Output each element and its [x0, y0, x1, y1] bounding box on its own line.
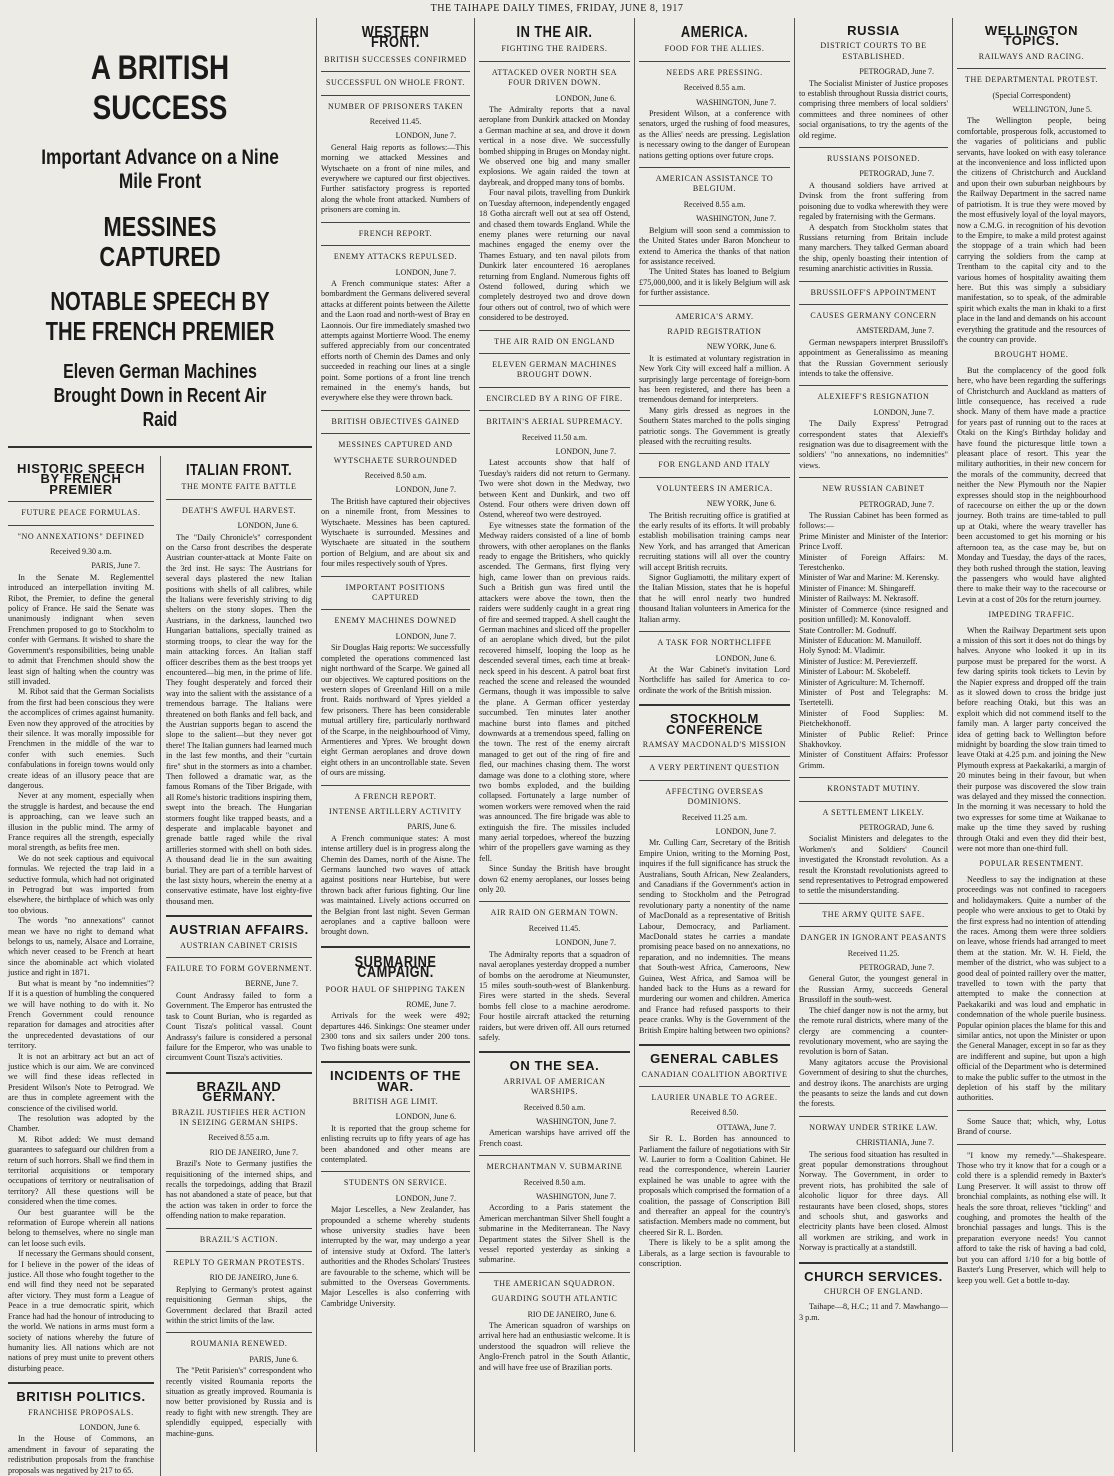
subheading: FOOD FOR THE ALLIES.: [664, 44, 765, 54]
divider: [799, 801, 948, 802]
received-time: Received 8.55 a.m.: [683, 83, 746, 93]
subheading: FAILURE TO FORM GOVERNMENT.: [166, 964, 312, 974]
dateline: LONDON, June 6.: [79, 1422, 140, 1432]
headline-british-success: A BRITISH SUCCESS: [90, 49, 230, 127]
received-time: Received 11.50 a.m.: [521, 432, 588, 442]
dateline: CHRISTIANIA, June 7.: [856, 1138, 934, 1148]
subheading: FRENCH REPORT.: [358, 228, 433, 238]
divider: [799, 1116, 948, 1117]
received-time: Received 8.55 a.m.: [683, 199, 746, 209]
list-item: Minister of Finance: M. Shingareff.: [799, 583, 916, 593]
subheading: DEATH'S AWFUL HARVEST.: [181, 505, 297, 515]
in-the-air-column: [474, 18, 634, 1452]
subheading: BRITAIN'S AERIAL SUPREMACY.: [486, 417, 623, 427]
paragraph: But what is meant by "no indemnities"? If it is a question of humbling the conquered we will have nothing to do with it. No French Government could renounce reparation for damages and atrocities after the unprecedented devastations of our territory.: [8, 978, 154, 1051]
subheading: AIR RAID ON GERMAN TOWN.: [490, 908, 619, 918]
divider: [166, 1072, 312, 1074]
paragraph: President Wilson, at a conference with senators, urged the rushing of food measures, as the Allies' needs are pressing. Legislation is necessary owing to the danger of European nations getting options over future crops.: [639, 109, 790, 160]
list-item: Minister of Agriculture: M. Tchernoff.: [799, 677, 925, 687]
paragraph: The words "no annexations" cannot mean we have no right to demand what belongs to us, namely, Alsace and Lorraine, which never ceased to be French at heart since the abominable act which violated justice and right in 1871.: [8, 916, 154, 978]
dateline: RIO DE JANEIRO, June 6.: [527, 1309, 616, 1319]
received-time: Received 11.45.: [528, 923, 581, 933]
paragraph: The "Petit Parisien's" correspondent who recently visited Roumania reports the situation as greatly improved. Roumania is now better provisioned by Russia and is ready to fight with new strength. They are splendidly equipped, especially with machine-guns.: [166, 1366, 312, 1438]
subheading: AMERICA'S ARMY.: [675, 311, 754, 321]
dateline: LONDON, June 7.: [555, 447, 616, 456]
paragraph: General Haig reports as follows:—This morning we attacked Messines and Wytschaete on a front of nine miles, and everywhere we captured our first objectives. Further satisfactory progress is reported along the whole front attacked. Numbers of prisoners are coming in.: [321, 142, 470, 215]
list-item: Minister of Foreign Affairs: M. Terestchenko.: [799, 552, 948, 573]
subheading: MERCHANTMAN V. SUBMARINE: [486, 1162, 623, 1172]
subheading: MESSINES CAPTURED AND: [338, 440, 453, 450]
divider: [321, 1061, 470, 1063]
subheading: BRITISH OBJECTIVES GAINED: [331, 416, 460, 426]
subheading: THE DEPARTMENTAL PROTEST.: [965, 75, 1098, 85]
divider: [957, 1110, 1106, 1111]
subheading: BRAZIL JUSTIFIES HER ACTION IN SEIZING GERMAN SHIPS.: [172, 1107, 306, 1127]
article-heading: WESTERN FRONT.: [361, 24, 430, 52]
subheading: THE AIR RAID ON ENGLAND: [494, 336, 615, 346]
received-time: Received 11.25.: [847, 948, 900, 958]
paragraph: The Russian Cabinet has been formed as follows:—: [799, 511, 948, 531]
paragraph: A French communique states: After a bombardment the Germans delivered several attacks at different points between the Ailette and the Laon road and north-west of Bray en Laonnois. Our fire immediately smashed two attempts against Mortierre Wood. The enemy suffered appreciably from our concentrated efforts north of Chemin des Dames and only succeeded in reaching our lines at a single point. Some portions of a front line trench remained in the enemy's hands, but everywhere else they were thrown back.: [321, 278, 470, 403]
paragraph: The United States has loaned to Belgium £75,000,000, and it is likely Belgium will ask for further assistance.: [639, 267, 790, 298]
subheading: NEW RUSSIAN CABINET: [822, 484, 925, 494]
subheading: NEEDS ARE PRESSING.: [666, 67, 763, 77]
paragraph: The American squadron of warships on arrival here had an enthusiastic welcome. It is understood the squadron will relieve the Anglo-French patrol in the South Atlantic, and will have free use of Brazilian ports.: [479, 1321, 630, 1372]
paragraph: Our best guarantee will be the reformation of Europe wherein all nations belong to themselves, where no single man can let loose such evils.: [8, 1207, 154, 1248]
dateline: PARIS, June 6.: [407, 822, 456, 832]
subheading: ARRIVAL OF AMERICAN WARSHIPS.: [503, 1076, 606, 1097]
dateline: LONDON, June 6.: [715, 653, 776, 663]
dateline: ROME, June 7.: [406, 1000, 456, 1010]
paragraph: German newspapers interpret Brussiloff's appointment as Generalissimo as meaning that the Russian Government seriously intends to take the offensive.: [799, 337, 948, 378]
divider: [8, 1382, 154, 1384]
dateline: LONDON, June 7.: [395, 1193, 456, 1203]
paragraph: A thousand soldiers have arrived at Dvinsk from the front suffering from poisoning due to vodka wherewith they were regaled by fraternising with the Germans.: [799, 180, 948, 222]
divider: [639, 756, 790, 757]
paragraph: The British recruiting office is gratified at the early results of its efforts. It will probably establish mobilisation training camps near New York, and has arranged that American recruiting stations will all over the country will accept British recruits.: [639, 510, 790, 572]
article-heading: SUBMARINE CAMPAIGN.: [354, 953, 437, 982]
dateline: PARIS, June 7.: [91, 561, 140, 571]
article-heading: BRITISH POLITICS.: [16, 1389, 146, 1405]
divider: [799, 147, 948, 148]
list-item: Minister of Post and Telegraphs: M. Tsertetelli.: [799, 687, 948, 708]
dateline: WASHINGTON, June 7.: [696, 97, 776, 107]
paragraph: The serious food situation has resulted in great popular demonstrations throughout Norway. The Government, in order to prevent riots, has prohibited the sale of alcoholic liquor for three days. All restaurants have been closed, shops, stores and schools shut, and gasworks and electricity plants have been closed. Almost all workmen are striking, and work in Norway is practically at a standstill.: [799, 1149, 948, 1253]
dateline: AMSTERDAM, June 7.: [856, 326, 934, 336]
divider: [8, 525, 154, 526]
subheading: BRITISH SUCCESSES CONFIRMED: [324, 54, 467, 64]
dateline: LONDON, June 7.: [873, 407, 934, 417]
subheading: NUMBER OF PRISONERS TAKEN: [328, 101, 463, 111]
subheading: A SETTLEMENT LIKELY.: [822, 807, 925, 817]
paragraph: M. Ribot said that the German Socialists from the first had been conscious they were the accomplices of crimes against humanity. Even now they approved of the atrocities by their silence. It was morally impossible for Frenchmen in the middle of the war to confer with such enemies. Such confabulations in foreign towns would only create ideas of an illusory peace that are dangerous.: [8, 687, 154, 790]
dateline: BERNE, June 7.: [245, 979, 298, 989]
subheading: A VERY PERTINENT QUESTION: [649, 763, 780, 773]
subheading: FIGHTING THE RAIDERS.: [501, 44, 608, 54]
divider: [166, 915, 312, 917]
list-item: State Controller: M. Godnuff.: [799, 625, 897, 635]
subheading: ENEMY MACHINES DOWNED: [334, 616, 457, 626]
divider: [799, 477, 948, 478]
divider: [321, 609, 470, 610]
divider: [799, 903, 948, 904]
byline: (Special Correspondent): [992, 90, 1071, 100]
subheading: ALEXIEFF'S RESIGNATION: [817, 392, 930, 402]
divider: [799, 385, 948, 386]
subheading: AMERICAN ASSISTANCE TO BELGIUM.: [655, 174, 774, 194]
paragraph: Many agitators accuse the Provisional Government of desiring to shut the churches, and destroy ikons. The anarchists are urging the peasants to seize the lands and cut down the forests.: [799, 1057, 948, 1109]
subheading: DANGER IN IGNORANT PEASANTS: [800, 933, 947, 943]
list-item: Minister of Food Supplies: M. Pietchekhonoff.: [799, 708, 948, 729]
dateline: LONDON, June 6.: [395, 1112, 456, 1122]
subheading: "NO ANNEXATIONS" DEFINED: [17, 531, 145, 541]
subheading: REPLY TO GERMAN PROTESTS.: [173, 1258, 305, 1267]
divider: [799, 777, 948, 778]
subheading: FUTURE PEACE FORMULAS.: [21, 508, 141, 518]
paragraph: But the complacency of the good folk here, who have been regarding the sufferings of Christchurch and Auckland as matters of little consequence, has received a rude shock. Many of them have made a practice for years past of running out to the races at Otaki on the King's Birthday holiday and have found the picturesque little town a pleasant place of resort. This year the military authorities, in their new concern for the morals of the community, decreed that neither the New Plymouth nor the Napier expresses should stop in the neighbourhood of racecourse on either the up or the down journey. Both trains are time-tabled to pull up at Otaki, where the weary traveller has been accustomed to get his morning or his afternoon tea, as the case may be, but on Monday and Tuesday, the days of the races, they both rushed through the station, leaving the passengers who would have alighted there to make their way to the racecourse or Levin at a cost of 20s for the return journey.: [957, 365, 1106, 604]
dateline: PETROGRAD, June 7.: [859, 963, 934, 973]
paragraph: Sir Douglas Haig reports: We successfully completed the operations commenced last night northward of the Scarpe. We gained all our objectives. We captured positions on the western slopes of Greenland Hill on a mile front. Raids northward of Ypres yielded a few prisoners. There has been considerable mutual artillery fire, particularly northward of the Scarpe, in the neighbourhood of Vimy, Armentieres and Ypres. We brought down eight German aeroplanes and drove down eight others in an uncontrollable state. Seven of ours are missing.: [321, 643, 470, 778]
paragraph: There is likely to be a split among the Liberals, as a large section is favourable to conscription.: [639, 1238, 790, 1268]
paragraph: In the Senate M. Reglementtel introduced an interpellation inviting M. Ribot, the Premier, to define the general policy of France. He said the Senate was unanimously indignant when seven Frenchmen proposed to go to Stockholm to confer with Germans. It wished to share the Government's responsibilities, being unable to admit that Frenchmen should show the least sign of halting when the country was still invaded.: [8, 572, 154, 686]
divider: [799, 1262, 948, 1264]
received-time: Received 11.25 a.m.: [681, 812, 748, 822]
received-time: Received 11.45.: [369, 117, 422, 127]
russia-column: [794, 18, 952, 1452]
america-column: [634, 18, 794, 1452]
subheading: RAMSAY MACDONALD'S MISSION: [642, 739, 787, 749]
divider: [479, 1272, 630, 1273]
received-time: Received 8.50 a.m.: [523, 1177, 586, 1187]
advert-paragraph: "I know my remedy."—Shakespeare. Those who try it know that for a cough or a cold there is a splendid remedy in Baxter's Lung Preserver. It will assist to throw off bronchial complaints, as nothing else will. It heals the sore throat, relieves "tickling" and coughing, and promotes the health of the bronchial passages and lungs. This is the preparation everyone needs! You cannot afford to take the risk of having a bad cold, but you can afford 1/10 for a big bottle of Baxter's Lung Preserver, which will help to keep you well. Get a bottle to-day.: [957, 1150, 1106, 1285]
paragraph: We do not seek captious and equivocal formulas. We rejected the trap laid in a seductive formula, which had not originated in Petrograd but was imported from elsewhere, the birthplace of which was only too obvious.: [8, 853, 154, 915]
paragraph: The Socialist Minister of Justice proposes to establish throughout Russia district courts, comprising three members of local soldiers' committees and three nominees of other social organisations, to try the agents of the old regime.: [799, 78, 948, 140]
paragraph: The resolution was adopted by the Chamber.: [8, 1113, 154, 1134]
lead-subcolumns: [8, 456, 312, 1476]
paragraph: Taihape—8, H.C.; 11 and 7. Mawhango—3 p.m.: [799, 1302, 948, 1322]
article-heading: IN THE AIR.: [516, 24, 593, 41]
divider: [639, 61, 790, 62]
paragraph: The British have captured their objectives on a ninemile front, from Messines to Wytschaete. Messines has been captured. Wytschaete is surrounded. Messines and Wytschaete are situated in the southern portion of Belgium, and are about six and four miles respectively south of Ypres.: [321, 496, 470, 569]
paragraph: Signor Gugliamotti, the military expert of the Italian Mission, states that he is hopeful that he will enrol nearly two hundred thousand Italian volunteers in America for the Italian army.: [639, 573, 790, 624]
divider: [321, 410, 470, 411]
divider: [166, 957, 312, 958]
divider: [479, 330, 630, 331]
divider: [321, 946, 470, 948]
divider: [321, 222, 470, 223]
subheading: CANADIAN COALITION ABORTIVE: [641, 1069, 788, 1079]
list-item: Minister of Justice: M. Perevierzeff.: [799, 656, 918, 666]
article-heading: AMERICA.: [680, 24, 749, 41]
subheading: FRANCHISE PROPOSALS.: [28, 1407, 134, 1417]
divider: [639, 631, 790, 632]
received-time: Received 9.30 a.m.: [50, 547, 112, 557]
paragraph: The Admiralty reports that a squadron of naval aeroplanes yesterday dropped a number of bombs on the aerodrome at Nieumunster, 15 miles south-south-west of Blankenburg. Fires were started in the sheds. Several bombs fell close to a machine aerodrome. Four hostile aircraft attacked the returning raiders, but were driven off. All ours returned safely.: [479, 949, 630, 1042]
subheading: BROUGHT HOME.: [994, 350, 1069, 360]
divider: [639, 453, 790, 454]
subheading: A FRENCH REPORT.: [354, 791, 437, 801]
list-item: Minister of Public Relief: Prince Shakhovkoy.: [799, 729, 948, 749]
subheading: BRAZIL'S ACTION.: [199, 1234, 279, 1244]
article-heading: AUSTRIAN AFFAIRS.: [169, 922, 309, 938]
list-item: Minister of Constituent Affairs: Professor Grimm.: [799, 750, 948, 770]
divider: [799, 926, 948, 927]
headline-nine-mile-front: Important Advance on a Nine Mile Front: [41, 146, 279, 193]
subheading: GUARDING SOUTH ATLANTIC: [491, 1294, 618, 1304]
paragraph: Brazil's Note to Germany justifies the requisitioning of the interned ships, and recalls the torpedoings, adding that Brazil has not abandoned a state of peace, but that the action was taken in order to force the offending nation to make reparation.: [166, 1159, 312, 1221]
subheading: AUSTRIAN CABINET CRISIS: [180, 940, 298, 950]
subheading: KRONSTADT MUTINY.: [827, 784, 920, 794]
paragraph: Eye witnesses state the formation of the Medway raiders consisted of a line of bomb throwers, with other aeroplanes on the flanks ready to engage the Britishers, who quickly ascended. The Germans, first flying very high, came lower than on previous raids. Such a British gun was fired until the attackers were above the town, then the raiders were suddenly caught in a great ring of fire and seemed trapped. A shell caught the German machines and sliced off the propeller of an aeroplane which dived, but the pilot recovered himself, looping the loop as he descended several times, each time at break-neck speed in his descent. A patrol boat first reached the scene and released the wounded Germans, though it was impossible to salve the plane. A German officer yesterday succumbed. Ten minutes later another machine burst into flames and pitched downwards at a tremendous speed, falling on the town. The rest of the enemy aircraft managed to get out of the ring of fire and fled, our machines chasing them. The worst damage was done to a clothing store, where two bombs exploded, and the building collapsed. Fortunately a large number of women workers were removed when the raid was announced. The fire brigade was able to extinguish the fire. The missiles included many aerial torpedoes, whereof the buzzing whirr of the propellers gave warning as they fell.: [479, 520, 630, 863]
subheading: A TASK FOR NORTHCLIFFE: [657, 638, 772, 648]
subheading: VOLUNTEERS IN AMERICA.: [656, 483, 773, 493]
paragraph: M. Ribot added: We must demand guarantees to safeguard our children from a return of such horrors. Shall we find them in territorial acquisitions or temporary occupations of territory or neutralisation of territory? All these questions will be considered when the time comes.: [8, 1134, 154, 1207]
subheading: STUDENTS ON SERVICE.: [343, 1178, 448, 1188]
subheading: RAILWAYS AND RACING.: [978, 51, 1085, 61]
divider: [166, 1332, 312, 1333]
article-heading: INCIDENTS OF THE WAR.: [330, 1068, 461, 1094]
dateline: LONDON, June 7.: [395, 631, 456, 641]
paragraph: Belgium will soon send a commission to the United States under Baron Moncheur to extend to America the thanks of that nation for assistance received.: [639, 225, 790, 266]
dateline: LONDON, June 7.: [395, 131, 456, 141]
paragraph: Count Andrassy failed to form a Government. The Emperor has entrusted the task to Count Burian, who is regarded as Count Tisza's political vassal. Count Andrassy's failure is considered a personal failure for the Emperor, who was unable to circumvent Count Tisza's activities.: [166, 990, 312, 1063]
paragraph: Socialist Ministers and delegates to the Workmen's and Soldiers' Council investigated the Kronstadt revolution. As a result the Kronstadt revolutionists agreed to send representatives to Petrograd empowered to settle the misunderstanding.: [799, 834, 948, 896]
divider: [479, 61, 630, 62]
subheading: THE MONTE FAITE BATTLE: [181, 482, 297, 492]
paragraph: Since Sunday the British have brought down 62 enemy aeroplanes, our losses being only 20.: [479, 864, 630, 895]
paragraph: Needless to say the indignation at these proceedings was not confined to racegoers and holidaymakers. Quite a number of the people who were anxious to get to Otaki by the first express had no intention of attending the races. Among them were three soldiers on leave, whose friends had arranged to meet them at the station. Mr. W. H. Field, the member of the district, who was subject to a good deal of pointed raillery over the matter, travelled to town with the party that attempted to make the connection at Paekakariki and was loud and emphatic in condemnation of the whole puerile business. Popular opinion places the blame for this and similar antics, not upon the Minister or upon the General Manager, except in so far as they are indifferent and supine, but upon a high official of the Department who is determined to make the public suffer to the utmost in the depletion of his staff by the military authorities.: [957, 874, 1106, 1103]
dateline: LONDON, June 6.: [237, 521, 298, 531]
subheading: LAURIER UNABLE TO AGREE.: [651, 1092, 778, 1102]
headline-german-machines: Eleven German Machines Brought Down in Recent Air Raid: [53, 361, 267, 431]
article-heading: ITALIAN FRONT.: [185, 462, 293, 479]
divider: [8, 501, 154, 502]
list-item: Holy Synod: M. Vladimir.: [799, 646, 886, 656]
paragraph: It is not an arbitrary act but an act of justice which is our aim. We are convinced we will find these ideas reflected in President Wilson's Note to Petrograd. We are thus in complete agreement with the conscience of the civilised world.: [8, 1051, 154, 1113]
divider: [639, 780, 790, 781]
subheading: CAUSES GERMANY CONCERN: [810, 310, 937, 320]
divider: [321, 245, 470, 246]
paragraph: If necessary the Germans should consent, for I believe in the power of the ideas of justice. All those who fought together to the end will find they need not be separated after victory. They must form a League of Peace in a true democratic spirit, which France had had the honour of introducing to the world. We nations in arms must form a society of nations whereby the future of humanity lies. All nations which are not nations of prey must unite to prevent others disturbing peace.: [8, 1249, 154, 1373]
list-item: Minister of War and Marine: M. Kerensky.: [799, 573, 940, 583]
received-time: Received 8.50 a.m.: [523, 1102, 586, 1112]
paragraph: Replying to Germany's protest against requisitioning German ships, the Government declared that Brazil acted within the strict limits of the law.: [166, 1284, 312, 1326]
subheading: THE AMERICAN SQUADRON.: [493, 1278, 616, 1288]
subheading: SUCCESSFUL ON WHOLE FRONT.: [325, 78, 466, 88]
divider: [957, 1144, 1106, 1145]
paragraph: General Gutor, the youngest general in the Russian Army, succeeds General Brussiloff in the south-west.: [799, 974, 948, 1005]
subheading: IMPEDING TRAFFIC.: [988, 610, 1075, 620]
french-premier-article: [8, 456, 154, 1476]
received-time: Received 8.50 a.m.: [364, 471, 427, 480]
subheading: RUSSIANS POISONED.: [826, 154, 921, 164]
article-heading: BRAZIL AND GERMANY.: [196, 1078, 282, 1105]
western-front-column: [316, 18, 474, 1452]
dateline: WASHINGTON, June 7.: [536, 1192, 616, 1201]
cabinet-list: [799, 532, 948, 771]
divider: [639, 167, 790, 168]
paragraph: When the Railway Department sets upon a mission of this sort it does not do things by halves. Anyone who looked it up in its purpose must be prepared for the worst. A few daring spirits took tickets to Levin by the Napier express and dropped off the train as it slowed down to cross the bridge just before reaching Otaki, but this was an exploit which did not commend itself to the family man. A larger party conceived the idea of getting back to Wellington before midnight by boarding the slow train timed to leave Otaki at 4.25 p.m. and joining the New Plymouth express at Paekakariki, a margin of 20 minutes being in their favour, but when their purpose was discovered the slow train was delayed and they missed the connection. In the morning it was necessary to hold the two expresses for some time at Waikanae to make up the time they saved by rushing through Otaki and even they did their best, were not more than one-third full.: [957, 625, 1106, 854]
paragraph: Never at any moment, especially when the struggle is hardest, and because the end is approaching, can we leave such an illusion in the public mind. The army of France requires all the strength, especially moral strength, as befits free men.: [8, 791, 154, 853]
subheading: CHURCH OF ENGLAND.: [823, 1287, 924, 1297]
subheading: DISTRICT COURTS TO BE ESTABLISHED.: [820, 41, 927, 61]
subheading: ENEMY ATTACKS REPULSED.: [333, 252, 458, 262]
paragraph: A French communique states: A most intense artillery duel is in progress along the Chemin des Dames, north of the Aisne. The Germans launched two waves of attack against positions near Hurtebise, but were thrown back after furious fighting. Our line was maintained. Lively actions occurred on the Belgian front last night. Seven German aeroplanes and a captive balloon were brought down.: [321, 833, 470, 937]
list-item: Minister of Education: M. Manuiloff.: [799, 635, 922, 645]
divider: [799, 304, 948, 305]
paragraph: The Wellington people, being comfortable, prosperous folk, accustomed to the vagaries of politicians and public servants, have looked on with easy tolerance at the inconvenience and loss inflicted upon the citizens of Christchurch and Auckland and upon their own suburban neighbours by the Railway Department in the sacred name of patriotism. It is true they were moved by the most effusively loyal of the loyal mayors, now a C.M.G. in recognition of his devotion to the Empire, to make a mild protest against the stoppage of a train which had been carrying the soldiers from the camp at Trentham to the capital city and to the various homes of hospitality awaiting them here. But this was simply a subsidiary manifestation, so to speak, of the admirable spirit which exalts the man in khaki to a first place in the land and demands on his account everything the gratitude and the resources of the country can provide.: [957, 116, 1106, 344]
dateline: PETROGRAD, June 7.: [859, 67, 934, 77]
divider: [479, 353, 630, 354]
italian-front-article: [160, 456, 312, 1476]
article-heading: HISTORIC SPEECH BY FRENCH PREMIER: [17, 461, 145, 497]
headline-french-premier: NOTABLE SPEECH BY THE FRENCH PREMIER: [45, 286, 275, 346]
received-time: Received 8.55 a.m.: [208, 1133, 270, 1143]
dateline: PETROGRAD, June 7.: [859, 499, 934, 509]
list-item: Prime Minister and Minister of the Interior: Prince Lvoff.: [799, 531, 948, 552]
subheading: INTENSE ARTILLERY ACTIVITY: [328, 806, 463, 816]
divider: [639, 1044, 790, 1046]
paragraph: According to a Paris statement the American merchantman Silver Shell fought a submarine in the Mediterranean. The Navy Department states the Silver Shell is the vessel reported yesterday as sinking a submarine.: [479, 1203, 630, 1265]
paragraph: At the War Cabinet's invitation Lord Northcliffe has sailed for America to co-ordinate the work of the British mission.: [639, 664, 790, 695]
divider: [8, 446, 312, 448]
paragraph: Mr. Culling Carr, Secretary of the British Empire Union, writing to the Morning Post, inquires if the full significance has struck the Australians, South African, New Zealanders, and Canadians if the Government's action in sending to Stockholm and the Petrograd revolutionary party a nonentity of the name of MacDonald as a representative of British Labour, Democracy, and Parliament. MacDonald states he carries a mandate promising peace based on no annexations, no reparation, and no indemnities. The means that South-west Africa, Cameroons, New Guinea, West Africa, and Samoa will be handed back to the Huns as a reward for murdering our women and children. America and France had refused passports to their peace cranks. Why is the Government of the British Empire halting between two opinions?: [639, 838, 790, 1035]
dateline: RIO DE JANEIRO, June 6.: [209, 1273, 298, 1283]
paragraph: Sir R. L. Borden has announced to Parliament the failure of negotiations with Sir W. Laurier to form a Coalition Cabinet. He read the correspondence, wherein Laurier explained he was unable to agree with the proposals which comprised the formation of a coalition, the passage of Conscription Bill and thereafter an appeal for the country's satisfaction. Members made no comment, but cheered Sir R. L. Borden.: [639, 1134, 790, 1237]
subheading: POOR HAUL OF SHIPPING TAKEN: [325, 984, 466, 994]
divider: [639, 704, 790, 706]
headline-messines-captured: MESSINES CAPTURED: [99, 211, 221, 272]
subheading: NORWAY UNDER STRIKE LAW.: [809, 1122, 938, 1132]
subheading: POPULAR RESENTMENT.: [979, 859, 1084, 869]
paragraph: A despatch from Stockholm states that Russians returning from Britain include many marchers. They talked German aboard the ship, openly boasting their intention of resuming anarchistic activities in Russia.: [799, 222, 948, 274]
divider: [479, 901, 630, 902]
article-heading: RUSSIA: [847, 23, 900, 38]
dateline: LONDON, June 7.: [395, 267, 456, 277]
list-item: Minister of Railways: M. Nekrasoff.: [799, 594, 919, 604]
divider: [321, 785, 470, 786]
divider: [957, 68, 1106, 69]
paragraph: The Admiralty reports that a naval aeroplane from Dunkirk attacked on Monday a German machine at sea, and drove it down vertical in a nose dive. We successfully bombed shipping in Bruges on Monday night. We observed one big and many smaller explosions. We again raided the town at daybreak, and dropped many tons of bombs.: [479, 105, 630, 187]
subheading: ROUMANIA RENEWED.: [190, 1339, 288, 1349]
list-item: Minister of Commerce (since resigned and position unfilled): M. Konovaloff.: [799, 604, 948, 625]
subheading: THE ARMY QUITE SAFE.: [822, 909, 925, 919]
divider: [479, 1051, 630, 1053]
subheading: ATTACKED OVER NORTH SEA FOUR DRIVEN DOWN.: [491, 67, 618, 88]
dateline: WASHINGTON, June 7.: [696, 214, 776, 224]
divider: [799, 281, 948, 282]
subheading: BRUSSILOFF'S APPOINTMENT: [810, 287, 937, 297]
subheading: IMPORTANT POSITIONS CAPTURED: [345, 582, 446, 603]
paragraph: The Daily Express' Petrograd correspondent states that Alexieff's resignation was due to disagreement with the soldiers' "no annexations, no indemnities" views.: [799, 419, 948, 470]
divider: [166, 1228, 312, 1229]
subheading: FOR ENGLAND AND ITALY: [658, 460, 771, 470]
dateline: WASHINGTON, June 7.: [536, 1116, 616, 1126]
subheading: AFFECTING OVERSEAS DOMINIONS.: [665, 786, 764, 807]
paragraph: It is estimated at voluntary registration in New York City will exceed half a million. A surprisingly large percentage of foreign-born has been registered, and there has been a tremendous demand for interpreters.: [639, 353, 790, 405]
divider: [479, 387, 630, 388]
dateline: NEW YORK, June 6.: [706, 342, 776, 352]
divider: [639, 477, 790, 478]
divider: [479, 410, 630, 411]
paragraph: Many girls dressed as negroes in the Southern States marched to the polls singing patriotic songs. The Government is greatly pleased with the recruiting results.: [639, 405, 790, 446]
paragraph: Four naval pilots, travelling from Dunkirk on Tuesday afternoon, independently engaged 18 Gotha aircraft well out at sea off Ostend, and chased them towards England. While the enemy planes were returning our naval machines engaged the enemy over the Thames Estuary, and ten naval pilots from Dunkirk later encountered 16 aeroplanes returning from England. Numerous fights off Ostend followed, during which we completely destroyed two and drove down four others out of control, two of which were considered to be destroyed.: [479, 188, 630, 323]
dateline: RIO DE JANEIRO, June 7.: [209, 1147, 298, 1157]
dateline: OTTAWA, June 7.: [716, 1122, 776, 1132]
divider: [639, 305, 790, 306]
dateline: LONDON, June 7.: [395, 485, 456, 495]
divider: [321, 1171, 470, 1172]
paragraph: It is reported that the group scheme for enlisting recruits up to fifty years of age has been abandoned and other means are contemplated.: [321, 1123, 470, 1164]
divider: [321, 71, 470, 72]
dateline: WELLINGTON, June 5.: [1012, 105, 1092, 115]
advert-paragraph: Some Sauce that; which, why, Lotus Brand of course.: [957, 1116, 1106, 1137]
divider: [166, 499, 312, 500]
divider: [639, 1086, 790, 1087]
dateline: PETROGRAD, June 7.: [859, 169, 934, 179]
paragraph: American warships have arrived off the French coast.: [479, 1128, 630, 1148]
subheading: RAPID REGISTRATION: [667, 326, 762, 336]
divider: [321, 95, 470, 96]
subheading: ELEVEN GERMAN MACHINES BROUGHT DOWN.: [492, 359, 617, 380]
divider: [166, 1251, 312, 1252]
paragraph: The "Daily Chronicle's" correspondent on the Carso front describes the desperate Austrian counter-attack at Monte Faite on the 3rd inst. He says: The Austrians for several days plastered the new Italian positions with shells of all calibres, while the Italians were feverishly striving to dig shelters on the stony slopes. Then the Austrians, in the darkness, launched two Hungarian battalions, specially trained as storming troops, to clear the way for the main attacking forces. An Italian staff officer describes them as the best troops yet encountered—big men, in the prime of life. They fought desperately and forced their way into the salient with the assistance of a tremendous barrage. The Italians were threatened on both flanks and fell back, and the Austrian supports began to ascend the slope to the salient—but they never got there! The Italian gunners had learned much in the last few months, and their "curtain fire" shut in the stormers as into a chamber. Then followed a dramatic war, as the famous Romans of the Tiber Brigade, with all Rome's historic traditions inspiring them, swept into the breach. The Hungarian stormers fought like trapped beasts, and a desperate and implacable bayonet and grenade battle raged while the rival artilleries stormed with shell on both sides. A thousand dead lie in the sun awaiting burial. They are part of a terrible harvest of the last sixty hours, wherein the enemy at a conservative estimate, have lost eighty-five thousand men.: [166, 532, 312, 906]
lead-column: [4, 18, 316, 1475]
dateline: NEW YORK, June 6.: [706, 499, 776, 509]
article-heading: GENERAL CABLES: [650, 1051, 779, 1067]
subheading: ENCIRCLED BY A RING OF FIRE.: [486, 393, 623, 403]
divider: [321, 433, 470, 434]
masthead: THE TAIHAPE DAILY TIMES, FRIDAY, JUNE 8, 1917: [430, 3, 684, 14]
article-heading: STOCKHOLM CONFERENCE: [665, 711, 763, 737]
paragraph: Arrivals for the week were 492; departures 446. Sinkings: One steamer under 2300 tons and six sailers under 200 tons. Two fishing boats were sunk.: [321, 1011, 470, 1052]
dateline: LONDON, June 6.: [555, 93, 616, 103]
dateline: PETROGRAD, June 6.: [859, 823, 934, 832]
dateline: LONDON, June 7.: [715, 826, 776, 836]
paragraph: Latest accounts show that half of Tuesday's raiders did not return to Germany. Two were shot down in the Medway, two between Kent and Dunkirk, and two off Ostend. Four others were driven down off Ostend, whereof two were destroyed.: [479, 458, 630, 520]
article-heading: CHURCH SERVICES.: [804, 1268, 943, 1284]
subheading: WYTSCHAETE SURROUNDED: [333, 455, 458, 465]
article-heading: ON THE SEA.: [509, 1058, 600, 1074]
dateline: PARIS, June 6.: [249, 1354, 298, 1364]
paragraph: In the House of Commons, an amendment in favour of separating the redistribution proposals from the franchise proposals was negatived by 217 to 65.: [8, 1434, 154, 1475]
paragraph: Major Lescelles, a New Zealander, has propounded a scheme whereby students whose university studies have been interrupted by the war, may undergo a year of intensive study at Oxford. The latter's authorities and the Rhodes Scholars' Trustees are favourable to the scheme, which will be submitted to the Overseas Governments. Major Lescelles is also conferring with Cambridge University.: [321, 1205, 470, 1308]
dateline: LONDON, June 7.: [555, 938, 616, 948]
divider: [479, 1155, 630, 1156]
paragraph: The chief danger now is not the army, but the remote rural districts, where many of the clergy are commencing a counter-revolutionary movement, who are saying the revolution is born of Satan.: [799, 1005, 948, 1057]
received-time: Received 8.50.: [690, 1108, 739, 1118]
article-heading: WELLINGTON TOPICS.: [984, 23, 1079, 49]
divider: [321, 576, 470, 577]
wellington-topics-column: [952, 18, 1110, 1452]
list-item: Minister of Labour: M. Skobeleff.: [799, 667, 911, 677]
subheading: BRITISH AGE LIMIT.: [352, 1096, 439, 1106]
